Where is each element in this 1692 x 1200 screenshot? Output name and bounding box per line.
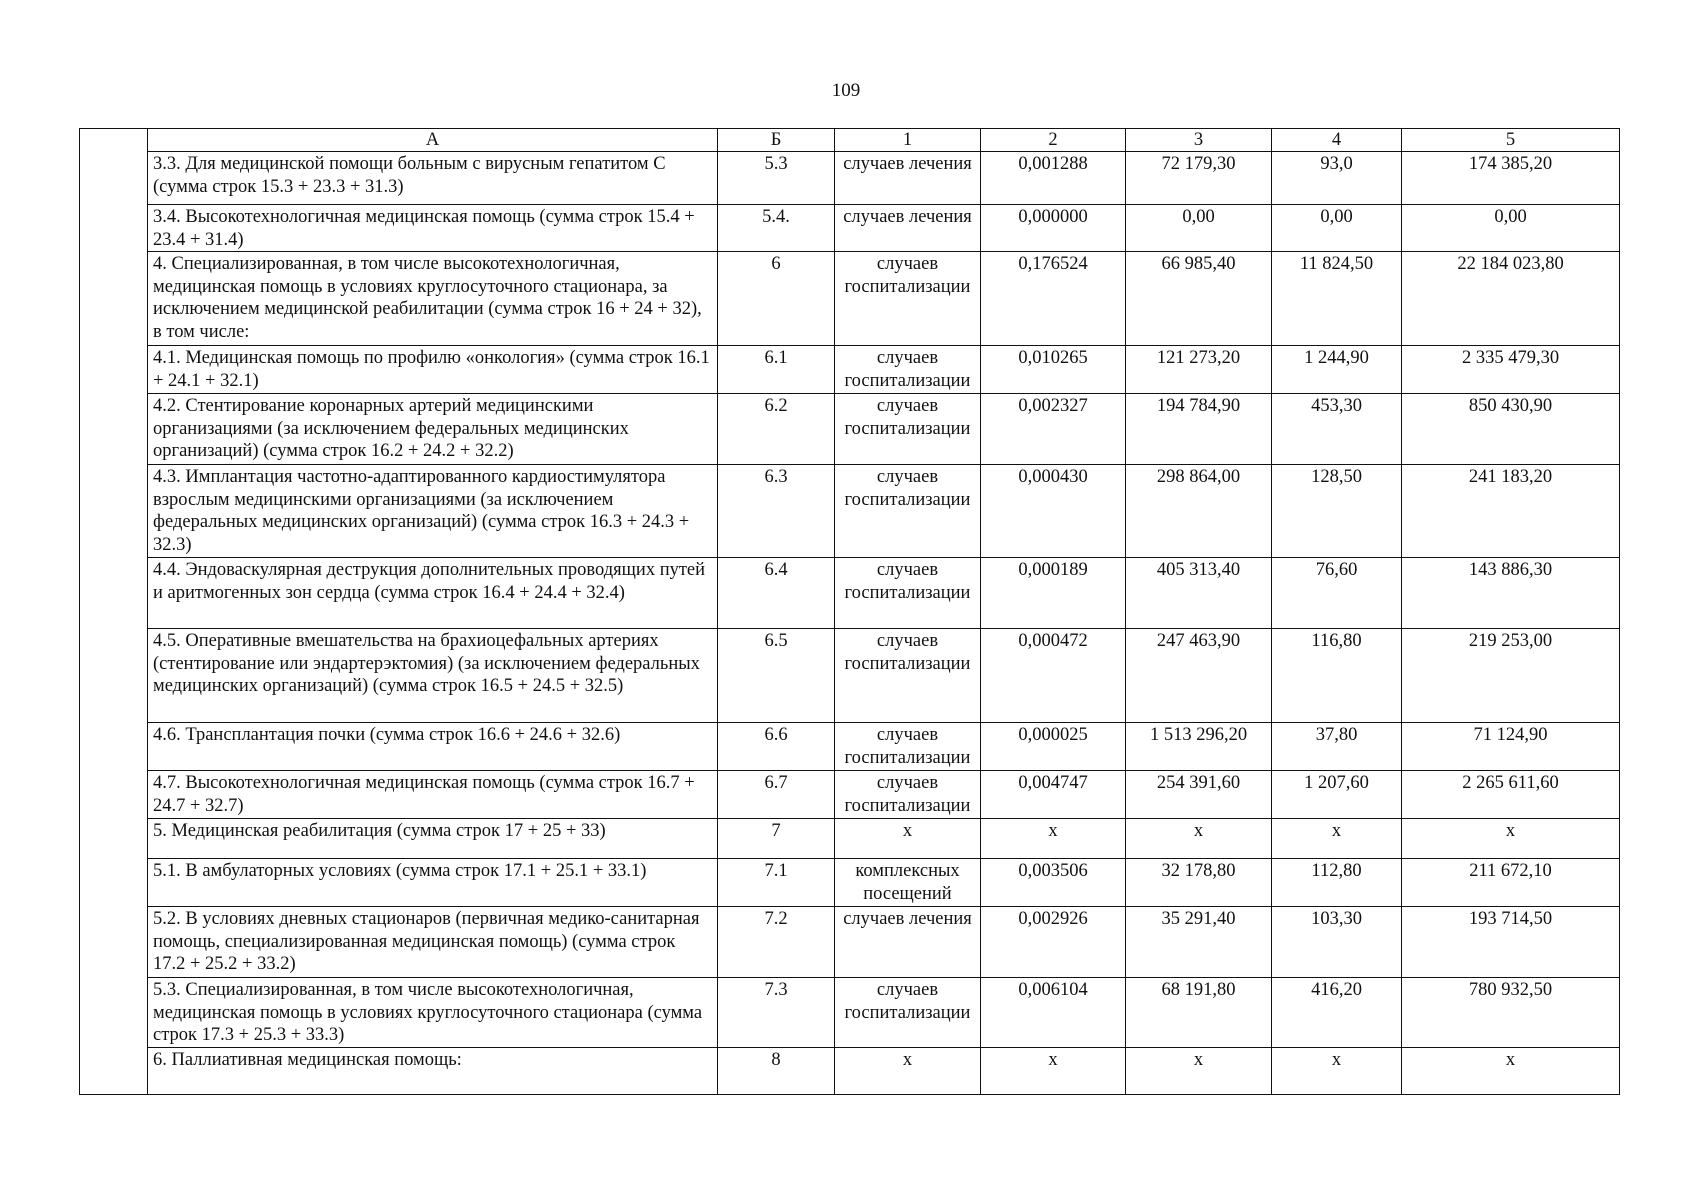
row-stub-cell bbox=[80, 346, 148, 394]
row-label: 4.1. Медицинская помощь по профилю «онкология» (сумма строк 16.1 + 24.1 + 32.1) bbox=[148, 346, 718, 394]
row-col-3: 405 313,40 bbox=[1126, 558, 1272, 629]
row-col-3: 254 391,60 bbox=[1126, 771, 1272, 819]
row-label: 4.6. Трансплантация почки (сумма строк 16.6 + 24.6 + 32.6) bbox=[148, 723, 718, 771]
row-stub-cell bbox=[80, 394, 148, 465]
row-col-2: 0,000025 bbox=[981, 723, 1126, 771]
row-code: 5.3 bbox=[718, 152, 835, 205]
table-row bbox=[80, 205, 1620, 252]
row-col-2: 0,176524 bbox=[981, 252, 1126, 346]
table-row bbox=[80, 394, 1620, 465]
row-col-3: 247 463,90 bbox=[1126, 629, 1272, 723]
row-stub-cell bbox=[80, 819, 148, 859]
table-row bbox=[80, 558, 1620, 629]
header-col-1: 1 bbox=[835, 129, 981, 152]
row-unit: случаев госпитализации bbox=[835, 252, 981, 346]
row-code: 7.3 bbox=[718, 978, 835, 1048]
row-col-2: 0,002926 bbox=[981, 907, 1126, 978]
row-col-4: 112,80 bbox=[1272, 859, 1402, 907]
header-stub bbox=[80, 129, 148, 152]
page-number: 109 bbox=[831, 80, 861, 101]
row-col-3: х bbox=[1126, 1048, 1272, 1095]
row-col-5: 2 335 479,30 bbox=[1402, 346, 1620, 394]
row-code: 7.2 bbox=[718, 907, 835, 978]
row-col-4: х bbox=[1272, 819, 1402, 859]
row-col-3: 35 291,40 bbox=[1126, 907, 1272, 978]
header-col-b: Б bbox=[718, 129, 835, 152]
row-unit: случаев госпитализации bbox=[835, 346, 981, 394]
table-row bbox=[80, 771, 1620, 819]
row-label: 4.7. Высокотехнологичная медицинская помощь (сумма строк 16.7 + 24.7 + 32.7) bbox=[148, 771, 718, 819]
row-stub-cell bbox=[80, 1048, 148, 1095]
row-stub-cell bbox=[80, 771, 148, 819]
header-col-4: 4 bbox=[1272, 129, 1402, 152]
table-row bbox=[80, 629, 1620, 723]
row-col-5: 22 184 023,80 bbox=[1402, 252, 1620, 346]
data-table bbox=[79, 128, 1620, 1095]
row-col-5: х bbox=[1402, 819, 1620, 859]
table-row bbox=[80, 859, 1620, 907]
row-code: 7.1 bbox=[718, 859, 835, 907]
row-col-2: 0,010265 bbox=[981, 346, 1126, 394]
header-row bbox=[80, 129, 1620, 152]
row-label: 4.4. Эндоваскулярная деструкция дополнительных проводящих путей и аритмогенных зон сердца (сумма строк 16.4 + 24.4 + 32.4) bbox=[148, 558, 718, 629]
row-col-4: 76,60 bbox=[1272, 558, 1402, 629]
row-unit: случаев лечения bbox=[835, 152, 981, 205]
table-row bbox=[80, 723, 1620, 771]
row-code: 6.1 bbox=[718, 346, 835, 394]
row-unit: случаев госпитализации bbox=[835, 723, 981, 771]
row-code: 6.5 bbox=[718, 629, 835, 723]
row-col-2: 0,006104 bbox=[981, 978, 1126, 1048]
row-unit: случаев госпитализации bbox=[835, 978, 981, 1048]
row-stub-cell bbox=[80, 629, 148, 723]
row-stub-cell bbox=[80, 723, 148, 771]
row-col-2: 0,000430 bbox=[981, 465, 1126, 558]
row-col-4: х bbox=[1272, 1048, 1402, 1095]
row-unit: случаев госпитализации bbox=[835, 394, 981, 465]
row-code: 5.4. bbox=[718, 205, 835, 252]
row-code: 6.6 bbox=[718, 723, 835, 771]
table-row bbox=[80, 1048, 1620, 1095]
table-row bbox=[80, 252, 1620, 346]
row-col-4: 37,80 bbox=[1272, 723, 1402, 771]
row-col-2: 0,003506 bbox=[981, 859, 1126, 907]
row-unit: случаев госпитализации bbox=[835, 771, 981, 819]
row-col-2: 0,000472 bbox=[981, 629, 1126, 723]
row-col-3: 194 784,90 bbox=[1126, 394, 1272, 465]
row-col-3: х bbox=[1126, 819, 1272, 859]
table-row bbox=[80, 907, 1620, 978]
row-label: 5.3. Специализированная, в том числе высокотехнологичная, медицинская помощь в условиях круглосуточного стационара (сумма строк 17.3 + 25.3 + 33.3) bbox=[148, 978, 718, 1048]
row-unit: х bbox=[835, 819, 981, 859]
row-col-5: 850 430,90 bbox=[1402, 394, 1620, 465]
row-col-3: 66 985,40 bbox=[1126, 252, 1272, 346]
row-col-4: 1 244,90 bbox=[1272, 346, 1402, 394]
row-col-2: 0,000189 bbox=[981, 558, 1126, 629]
row-stub-cell bbox=[80, 205, 148, 252]
table-row bbox=[80, 978, 1620, 1048]
row-stub-cell bbox=[80, 859, 148, 907]
row-label: 5. Медицинская реабилитация (сумма строк 17 + 25 + 33) bbox=[148, 819, 718, 859]
row-col-5: 2 265 611,60 bbox=[1402, 771, 1620, 819]
row-unit: случаев госпитализации bbox=[835, 465, 981, 558]
row-code: 6 bbox=[718, 252, 835, 346]
row-col-2: 0,001288 bbox=[981, 152, 1126, 205]
row-col-5: 193 714,50 bbox=[1402, 907, 1620, 978]
row-unit: случаев лечения bbox=[835, 907, 981, 978]
row-col-5: 219 253,00 bbox=[1402, 629, 1620, 723]
row-col-4: 93,0 bbox=[1272, 152, 1402, 205]
row-col-4: 0,00 bbox=[1272, 205, 1402, 252]
row-col-3: 68 191,80 bbox=[1126, 978, 1272, 1048]
row-col-5: 0,00 bbox=[1402, 205, 1620, 252]
header-col-2: 2 bbox=[981, 129, 1126, 152]
row-col-5: 143 886,30 bbox=[1402, 558, 1620, 629]
row-label: 6. Паллиативная медицинская помощь: bbox=[148, 1048, 718, 1095]
row-col-5: 211 672,10 bbox=[1402, 859, 1620, 907]
table-row bbox=[80, 346, 1620, 394]
row-col-5: 71 124,90 bbox=[1402, 723, 1620, 771]
row-stub-cell bbox=[80, 465, 148, 558]
row-col-4: 416,20 bbox=[1272, 978, 1402, 1048]
row-label: 5.2. В условиях дневных стационаров (первичная медико-санитарная помощь, специализированная медицинская помощь) (сумма строк 17.2 + 25.2 + 33.2) bbox=[148, 907, 718, 978]
row-col-3: 1 513 296,20 bbox=[1126, 723, 1272, 771]
row-stub-cell bbox=[80, 558, 148, 629]
row-label: 4.5. Оперативные вмешательства на брахиоцефальных артериях (стентирование или эндартерэктомия) (за исключением федеральных медицинских организаций) (сумма строк 16.5 + 24.5 + 32.5) bbox=[148, 629, 718, 723]
row-col-2: х bbox=[981, 1048, 1126, 1095]
row-stub-cell bbox=[80, 907, 148, 978]
table-row bbox=[80, 465, 1620, 558]
row-col-5: 174 385,20 bbox=[1402, 152, 1620, 205]
row-col-4: 116,80 bbox=[1272, 629, 1402, 723]
row-col-3: 32 178,80 bbox=[1126, 859, 1272, 907]
row-label: 3.3. Для медицинской помощи больным с вирусным гепатитом С (сумма строк 15.3 + 23.3 + 31.3) bbox=[148, 152, 718, 205]
row-col-2: 0,000000 bbox=[981, 205, 1126, 252]
row-label: 5.1. В амбулаторных условиях (сумма строк 17.1 + 25.1 + 33.1) bbox=[148, 859, 718, 907]
row-col-4: 128,50 bbox=[1272, 465, 1402, 558]
header-col-3: 3 bbox=[1126, 129, 1272, 152]
row-col-3: 298 864,00 bbox=[1126, 465, 1272, 558]
row-code: 8 bbox=[718, 1048, 835, 1095]
row-col-2: 0,004747 bbox=[981, 771, 1126, 819]
header-col-5: 5 bbox=[1402, 129, 1620, 152]
row-col-5: 780 932,50 bbox=[1402, 978, 1620, 1048]
row-code: 7 bbox=[718, 819, 835, 859]
row-unit: случаев госпитализации bbox=[835, 558, 981, 629]
row-code: 6.7 bbox=[718, 771, 835, 819]
row-unit: случаев лечения bbox=[835, 205, 981, 252]
row-code: 6.2 bbox=[718, 394, 835, 465]
row-stub-cell bbox=[80, 978, 148, 1048]
row-code: 6.4 bbox=[718, 558, 835, 629]
row-col-4: 1 207,60 bbox=[1272, 771, 1402, 819]
row-stub-cell bbox=[80, 252, 148, 346]
row-unit: х bbox=[835, 1048, 981, 1095]
row-label: 4.2. Стентирование коронарных артерий медицинскими организациями (за исключением федеральных медицинских организаций) (сумма строк 16.2 + 24.2 + 32.2) bbox=[148, 394, 718, 465]
row-col-5: х bbox=[1402, 1048, 1620, 1095]
row-label: 4. Специализированная, в том числе высокотехнологичная, медицинская помощь в условиях круглосуточного стационара, за исключением медицинской реабилитации (сумма строк 16 + 24 + 32), в том числе: bbox=[148, 252, 718, 346]
table-row bbox=[80, 819, 1620, 859]
header-col-a: А bbox=[148, 129, 718, 152]
table-row bbox=[80, 152, 1620, 205]
row-col-3: 0,00 bbox=[1126, 205, 1272, 252]
row-unit: комплексных посещений bbox=[835, 859, 981, 907]
row-col-4: 453,30 bbox=[1272, 394, 1402, 465]
row-unit: случаев госпитализации bbox=[835, 629, 981, 723]
row-col-2: 0,002327 bbox=[981, 394, 1126, 465]
row-col-3: 72 179,30 bbox=[1126, 152, 1272, 205]
row-col-5: 241 183,20 bbox=[1402, 465, 1620, 558]
row-col-3: 121 273,20 bbox=[1126, 346, 1272, 394]
row-label: 3.4. Высокотехнологичная медицинская помощь (сумма строк 15.4 + 23.4 + 31.4) bbox=[148, 205, 718, 252]
row-col-4: 103,30 bbox=[1272, 907, 1402, 978]
row-col-4: 11 824,50 bbox=[1272, 252, 1402, 346]
row-stub-cell bbox=[80, 152, 148, 205]
row-code: 6.3 bbox=[718, 465, 835, 558]
row-col-2: х bbox=[981, 819, 1126, 859]
row-label: 4.3. Имплантация частотно-адаптированного кардиостимулятора взрослым медицинскими организациями (за исключением федеральных медицинских организаций) (сумма строк 16.3 + 24.3 + 32.3) bbox=[148, 465, 718, 558]
